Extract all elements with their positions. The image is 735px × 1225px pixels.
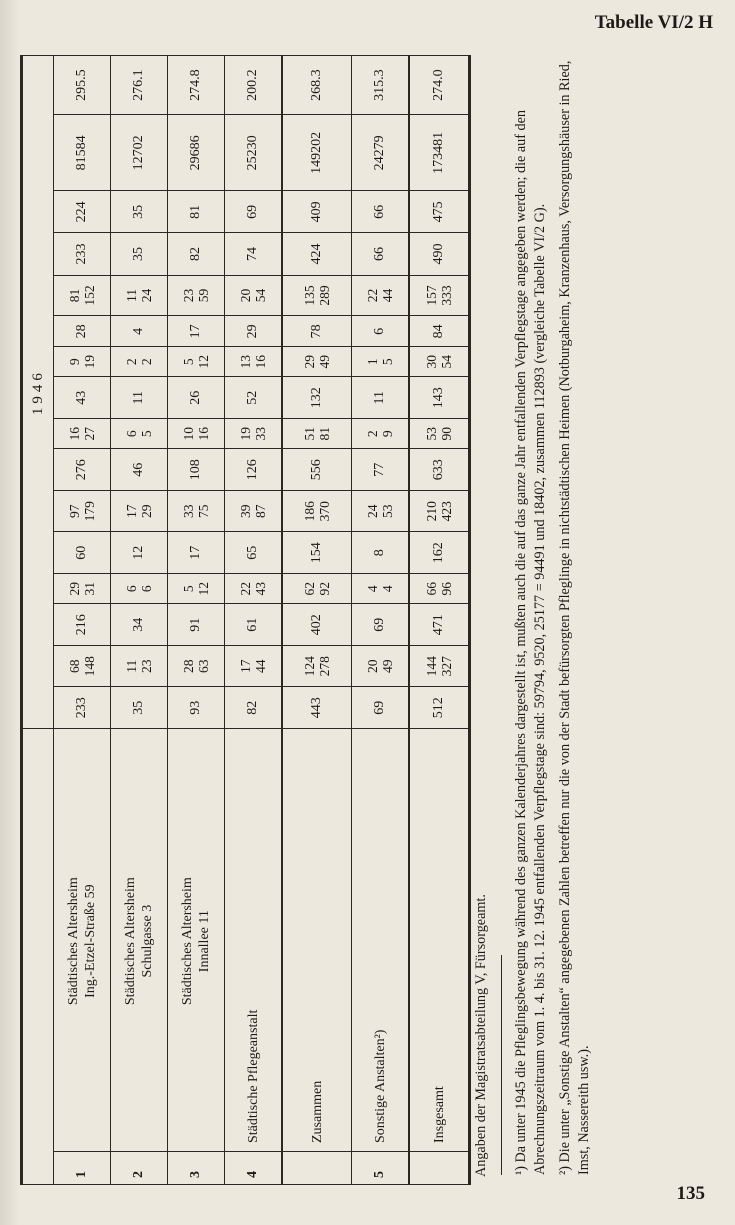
- cell-value: 12: [196, 354, 211, 369]
- cell-c15: 12702: [111, 115, 168, 191]
- cell-c11: 6: [352, 316, 410, 347]
- table-row: [111, 56, 168, 1185]
- cell-c12: [54, 275, 111, 316]
- cell-c5: 162: [409, 532, 470, 574]
- row-number: 4: [225, 1152, 283, 1185]
- cell-c15: 25230: [225, 115, 283, 191]
- cell-c2: [225, 646, 283, 687]
- cell-c12: [352, 275, 410, 316]
- cell-c13: 490: [409, 233, 470, 275]
- cell-value: 54: [439, 354, 454, 369]
- cell-value: 20: [238, 288, 253, 303]
- cell-c14: 69: [225, 191, 283, 233]
- cell-c16: 200.2: [225, 56, 283, 115]
- cell-c1: 82: [225, 687, 283, 729]
- cell-c13: 74: [225, 233, 283, 275]
- data-table: [20, 55, 471, 1185]
- cell-value: 66: [424, 582, 439, 596]
- cell-value: 22: [238, 582, 253, 596]
- cell-c8: [168, 419, 225, 449]
- cell-value: 59: [196, 288, 211, 303]
- cell-c14: 475: [409, 191, 470, 233]
- cell-value: 33: [181, 504, 196, 518]
- cell-value: 5: [181, 358, 196, 366]
- cell-c15: 149202: [282, 115, 352, 191]
- cell-c16: 268.3: [282, 56, 352, 115]
- row-number: [409, 1152, 470, 1185]
- cell-value: 179: [82, 501, 97, 522]
- row-label-line: Zusammen: [309, 1080, 325, 1143]
- cell-c5: 65: [225, 532, 283, 574]
- cell-c1: 233: [54, 687, 111, 729]
- cell-c4: [168, 574, 225, 604]
- cell-c7: 108: [168, 449, 225, 491]
- cell-value: 29: [302, 354, 317, 369]
- cell-value: 23: [139, 659, 154, 674]
- row-label: [352, 729, 410, 1152]
- cell-value: 33: [253, 426, 268, 441]
- cell-c5: 60: [54, 532, 111, 574]
- cell-value: 327: [439, 656, 454, 677]
- cell-value: 2: [365, 430, 380, 438]
- cell-c11: 4: [111, 316, 168, 347]
- cell-c11: 84: [409, 316, 470, 347]
- cell-c1: 69: [352, 687, 410, 729]
- source-note: Angaben der Magistratsabteilung V, Fürsorgeamt.: [473, 894, 489, 1177]
- cell-c4: [225, 574, 283, 604]
- row-label-line: Städtisches Altersheim: [123, 877, 138, 1006]
- footnote-1: ¹) Da unter 1945 die Pfleglingsbewegung während des ganzen Kalenderjahres dargestellt ist, mußten auch die auf das ganze Jahr entfallenden Verpflegstage angegeben werden; die auf den Abrechnungszeitraum vom 1. 4. bis 31. 12. 1945 entfallenden Verpflegstage sind: 59794, 9520, 25177 = 94491 und 18402, zusammen 112893 (vergleiche Tabelle VI/2 G).: [513, 109, 548, 1175]
- cell-value: 19: [82, 354, 97, 369]
- cell-c4: [352, 574, 410, 604]
- rotated-page-content: [20, 55, 710, 1185]
- cell-c10: [54, 347, 111, 377]
- cell-value: 23: [181, 288, 196, 303]
- row-number: [282, 1152, 352, 1185]
- cell-value: 278: [317, 656, 332, 677]
- cell-c7: 556: [282, 449, 352, 491]
- cell-value: 75: [196, 504, 211, 518]
- cell-c2: [168, 646, 225, 687]
- cell-value: 5: [139, 430, 154, 438]
- cell-value: 2: [139, 358, 154, 366]
- row-label-line: Sonstige Anstalten²): [372, 1029, 388, 1143]
- cell-c3: 69: [352, 604, 410, 646]
- cell-c10: [225, 347, 283, 377]
- cell-c15: 173481: [409, 115, 470, 191]
- year-row: [22, 56, 54, 1185]
- cell-c14: 224: [54, 191, 111, 233]
- cell-c3: 61: [225, 604, 283, 646]
- cell-c12: [111, 275, 168, 316]
- cell-c14: 409: [282, 191, 352, 233]
- cell-value: 4: [380, 585, 395, 593]
- cell-c4: [282, 574, 352, 604]
- cell-c5: 12: [111, 532, 168, 574]
- cell-c7: 276: [54, 449, 111, 491]
- cell-c4: [111, 574, 168, 604]
- cell-value: 27: [82, 426, 97, 441]
- cell-c9: 11: [352, 377, 410, 419]
- cell-value: 11: [124, 659, 139, 673]
- row-label: [225, 729, 283, 1152]
- row-label-line: Schulgasse 3: [140, 904, 155, 978]
- cell-value: 49: [317, 354, 332, 369]
- cell-value: 11: [124, 289, 139, 302]
- cell-value: 29: [67, 582, 82, 596]
- cell-c16: 315.3: [352, 56, 410, 115]
- row-label-line: Städtisches Altersheim: [180, 877, 195, 1006]
- row-label-line: Insgesamt: [431, 1086, 447, 1143]
- cell-value: 62: [302, 582, 317, 596]
- cell-c4: [54, 574, 111, 604]
- cell-c9: 11: [111, 377, 168, 419]
- cell-value: 1: [365, 358, 380, 366]
- cell-c10: [282, 347, 352, 377]
- cell-c6: [352, 491, 410, 532]
- cell-c6: [168, 491, 225, 532]
- cell-c13: 35: [111, 233, 168, 275]
- cell-c8: [282, 419, 352, 449]
- cell-c9: 26: [168, 377, 225, 419]
- cell-c16: 274.8: [168, 56, 225, 115]
- cell-c8: [225, 419, 283, 449]
- cell-value: 157: [424, 285, 439, 306]
- cell-value: 54: [253, 288, 268, 303]
- table-row: [409, 56, 470, 1185]
- footnote-2: ²) Die unter „Sonstige Anstalten“ angegebenen Zahlen betreffen nur die von der Stadt befürsorgten Pfleglinge in nichtstädtischen Heimen (Notburgaheim, Kranzenhaus, Versorgungshäuser in Ried, Imst, Nassereith usw.).: [557, 60, 592, 1175]
- table-header: Tabelle VI/2 H: [594, 12, 713, 33]
- cell-c6: [225, 491, 283, 532]
- footnote-divider: [501, 955, 502, 1175]
- cell-value: 39: [238, 504, 253, 518]
- cell-c6: [54, 491, 111, 532]
- cell-value: 97: [67, 504, 82, 518]
- cell-value: 30: [424, 354, 439, 369]
- cell-c16: 295.5: [54, 56, 111, 115]
- row-label-line: Innallee 11: [197, 910, 212, 973]
- cell-value: 370: [317, 501, 332, 522]
- cell-value: 6: [124, 430, 139, 438]
- cell-value: 9: [67, 358, 82, 366]
- cell-c5: 154: [282, 532, 352, 574]
- row-number: 3: [168, 1152, 225, 1185]
- cell-value: 289: [317, 285, 332, 306]
- cell-c8: [54, 419, 111, 449]
- cell-c10: [111, 347, 168, 377]
- cell-c13: 233: [54, 233, 111, 275]
- cell-c7: 633: [409, 449, 470, 491]
- cell-value: 19: [238, 426, 253, 441]
- cell-c9: 132: [282, 377, 352, 419]
- cell-c16: 276.1: [111, 56, 168, 115]
- row-number: 1: [54, 1152, 111, 1185]
- cell-c2: [111, 646, 168, 687]
- cell-value: 2: [124, 358, 139, 366]
- row-label: [54, 729, 111, 1152]
- cell-value: 90: [439, 426, 454, 441]
- cell-c12: [282, 275, 352, 316]
- row-label: [111, 729, 168, 1152]
- cell-value: 144: [424, 656, 439, 677]
- cell-c7: 46: [111, 449, 168, 491]
- table-row: [282, 56, 352, 1185]
- cell-c1: 35: [111, 687, 168, 729]
- cell-c11: 28: [54, 316, 111, 347]
- page-number: 135: [676, 1183, 705, 1204]
- cell-c2: [282, 646, 352, 687]
- cell-c2: [352, 646, 410, 687]
- table-row: [168, 56, 225, 1185]
- cell-c11: 17: [168, 316, 225, 347]
- cell-value: 20: [365, 659, 380, 674]
- cell-value: 13: [238, 354, 253, 369]
- cell-value: 12: [196, 582, 211, 596]
- cell-c10: [409, 347, 470, 377]
- table-row: [225, 56, 283, 1185]
- cell-c14: 81: [168, 191, 225, 233]
- cell-value: 17: [238, 659, 253, 674]
- cell-value: 16: [253, 354, 268, 369]
- cell-c12: [409, 275, 470, 316]
- cell-value: 81: [67, 288, 82, 303]
- row-label-line: Städtische Pflegeanstalt: [245, 1009, 261, 1143]
- cell-c7: 126: [225, 449, 283, 491]
- cell-value: 148: [82, 656, 97, 677]
- cell-c14: 66: [352, 191, 410, 233]
- cell-c3: 34: [111, 604, 168, 646]
- cell-c14: 35: [111, 191, 168, 233]
- row-label-line: Ing.-Etzel-Straße 59: [83, 884, 98, 998]
- cell-value: 152: [82, 285, 97, 306]
- cell-value: 124: [302, 656, 317, 677]
- cell-value: 5: [181, 585, 196, 593]
- cell-c11: 78: [282, 316, 352, 347]
- cell-value: 210: [424, 501, 439, 522]
- cell-value: 44: [253, 659, 268, 674]
- cell-value: 423: [439, 501, 454, 522]
- cell-c1: 93: [168, 687, 225, 729]
- cell-c4: [409, 574, 470, 604]
- cell-c13: 82: [168, 233, 225, 275]
- cell-value: 49: [380, 659, 395, 674]
- cell-c6: [282, 491, 352, 532]
- cell-c2: [54, 646, 111, 687]
- cell-value: 5: [380, 358, 395, 366]
- row-number: 2: [111, 1152, 168, 1185]
- cell-value: 29: [139, 504, 154, 518]
- cell-c11: 29: [225, 316, 283, 347]
- cell-value: 10: [181, 426, 196, 441]
- cell-c8: [409, 419, 470, 449]
- cell-value: 31: [82, 582, 97, 596]
- cell-value: 16: [67, 426, 82, 441]
- cell-c8: [352, 419, 410, 449]
- cell-c2: [409, 646, 470, 687]
- notes-section: [472, 55, 600, 1185]
- cell-c10: [352, 347, 410, 377]
- cell-value: 53: [424, 426, 439, 441]
- cell-c12: [225, 275, 283, 316]
- cell-c7: 77: [352, 449, 410, 491]
- cell-value: 44: [380, 288, 395, 303]
- table-row: [352, 56, 410, 1185]
- year-label: 1946: [22, 56, 54, 729]
- cell-value: 6: [139, 585, 154, 593]
- cell-c3: 216: [54, 604, 111, 646]
- cell-value: 9: [380, 430, 395, 438]
- cell-c13: 424: [282, 233, 352, 275]
- cell-c9: 43: [54, 377, 111, 419]
- cell-value: 16: [196, 426, 211, 441]
- cell-c9: 143: [409, 377, 470, 419]
- cell-c9: 52: [225, 377, 283, 419]
- cell-value: 51: [302, 426, 317, 441]
- cell-c6: [111, 491, 168, 532]
- cell-value: 135: [302, 285, 317, 306]
- row-label-line: Städtisches Altersheim: [66, 877, 81, 1006]
- cell-value: 28: [181, 659, 196, 674]
- row-label: [168, 729, 225, 1152]
- cell-c3: 91: [168, 604, 225, 646]
- cell-value: 17: [124, 504, 139, 518]
- cell-value: 81: [317, 426, 332, 441]
- cell-c15: 81584: [54, 115, 111, 191]
- cell-value: 24: [139, 288, 154, 303]
- cell-value: 96: [439, 582, 454, 596]
- cell-c15: 29686: [168, 115, 225, 191]
- cell-value: 4: [365, 585, 380, 593]
- cell-value: 333: [439, 285, 454, 306]
- cell-value: 63: [196, 659, 211, 674]
- cell-c3: 402: [282, 604, 352, 646]
- cell-value: 186: [302, 501, 317, 522]
- cell-value: 24: [365, 504, 380, 518]
- cell-c6: [409, 491, 470, 532]
- cell-value: 53: [380, 504, 395, 518]
- cell-value: 22: [365, 288, 380, 303]
- cell-c16: 274.0: [409, 56, 470, 115]
- cell-c5: 8: [352, 532, 410, 574]
- cell-c3: 471: [409, 604, 470, 646]
- row-label: [409, 729, 470, 1152]
- cell-c1: 512: [409, 687, 470, 729]
- cell-c5: 17: [168, 532, 225, 574]
- cell-value: 87: [253, 504, 268, 518]
- cell-value: 43: [253, 582, 268, 596]
- cell-c1: 443: [282, 687, 352, 729]
- cell-value: 92: [317, 582, 332, 596]
- cell-value: 6: [124, 585, 139, 593]
- cell-c12: [168, 275, 225, 316]
- cell-c10: [168, 347, 225, 377]
- cell-c13: 66: [352, 233, 410, 275]
- adjacent-page-edge: [0, 0, 20, 1225]
- cell-value: 68: [67, 659, 82, 674]
- row-label: [282, 729, 352, 1152]
- table-row: [54, 56, 111, 1185]
- row-number: 5: [352, 1152, 410, 1185]
- cell-c15: 24279: [352, 115, 410, 191]
- cell-c8: [111, 419, 168, 449]
